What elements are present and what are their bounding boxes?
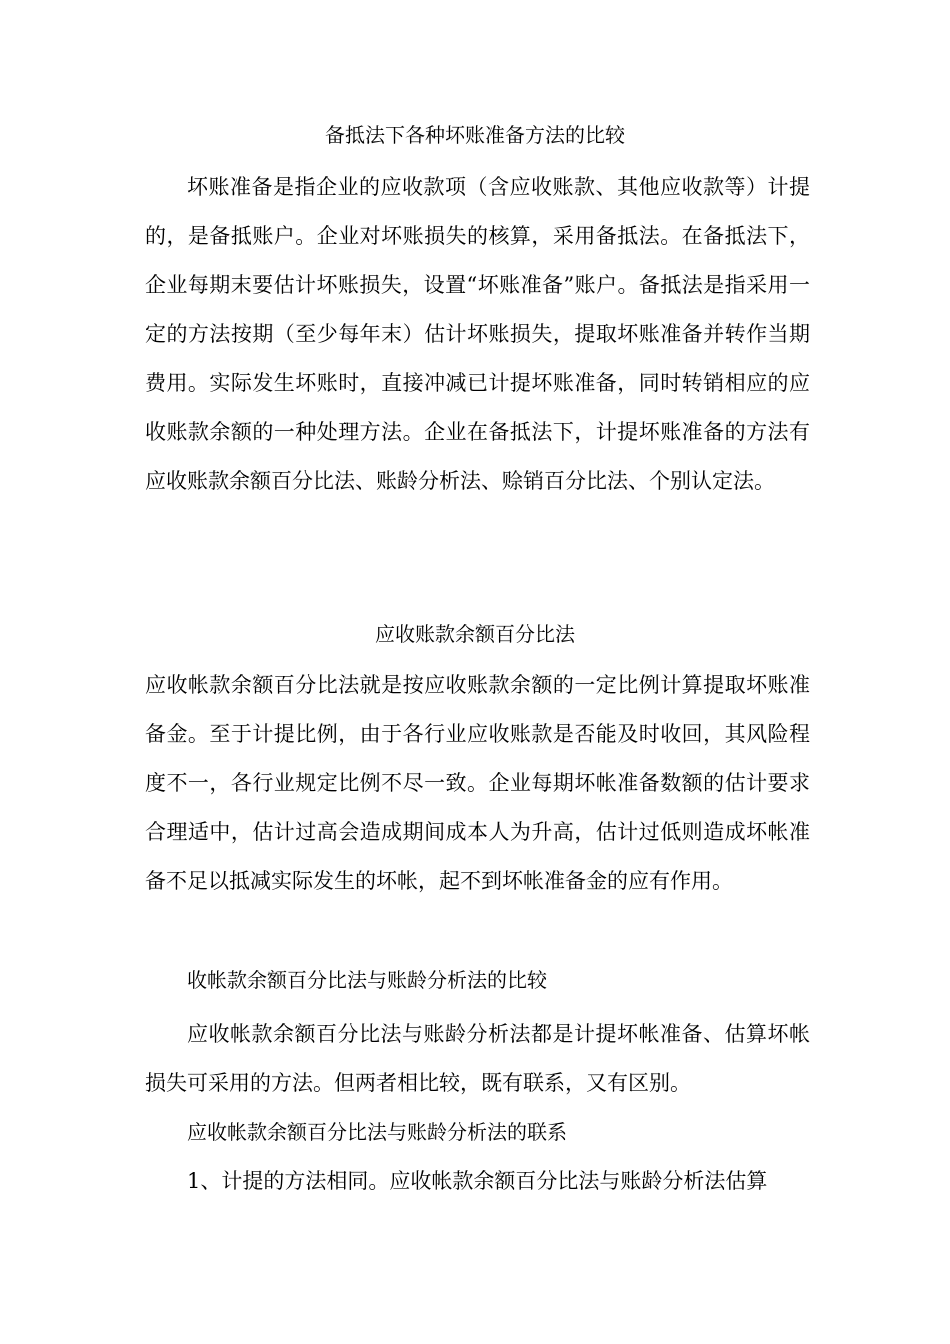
document-title: 备抵法下各种坏账准备方法的比较 <box>325 123 625 147</box>
comparison-paragraph: 应收帐款余额百分比法与账龄分析法都是计提坏帐准备、估算坏帐损失可采用的方法。但两者相比较，既有联系，又有区别。 <box>145 1022 810 1095</box>
section-heading: 应收账款余额百分比法 <box>375 622 575 646</box>
relation-heading: 应收帐款余额百分比法与账龄分析法的联系 <box>187 1120 567 1144</box>
section-paragraph: 应收帐款余额百分比法就是按应收账款余额的一定比例计算提取坏账准备金。至于计提比例，由于各行业应收账款是否能及时收回，其风险程度不一，各行业规定比例不尽一致。企业每期坏帐准备数额的估计要求合理适中，估计过高会造成期间成本人为升高，估计过低则造成坏帐准备不足以抵减实际发生的坏帐，起不到坏帐准备金的应有作用。 <box>145 673 810 893</box>
intro-paragraph: 坏账准备是指企业的应收款项（含应收账款、其他应收款等）计提的，是备抵账户。企业对坏账损失的核算，采用备抵法。在备抵法下，企业每期末要估计坏账损失，设置“坏账准备”账户。备抵法是指采用一定的方法按期（至少每年末）估计坏账损失，提取坏账准备并转作当期费用。实际发生坏账时，直接冲减已计提坏账准备，同时转销相应的应收账款余额的一种处理方法。企业在备抵法下，计提坏账准备的方法有应收账款余额百分比法、账龄分析法、赊销百分比法、个别认定法。 <box>145 175 810 493</box>
point-1: 1、计提的方法相同。应收帐款余额百分比法与账龄分析法估算 <box>187 1169 768 1193</box>
comparison-heading: 收帐款余额百分比法与账龄分析法的比较 <box>187 968 547 992</box>
